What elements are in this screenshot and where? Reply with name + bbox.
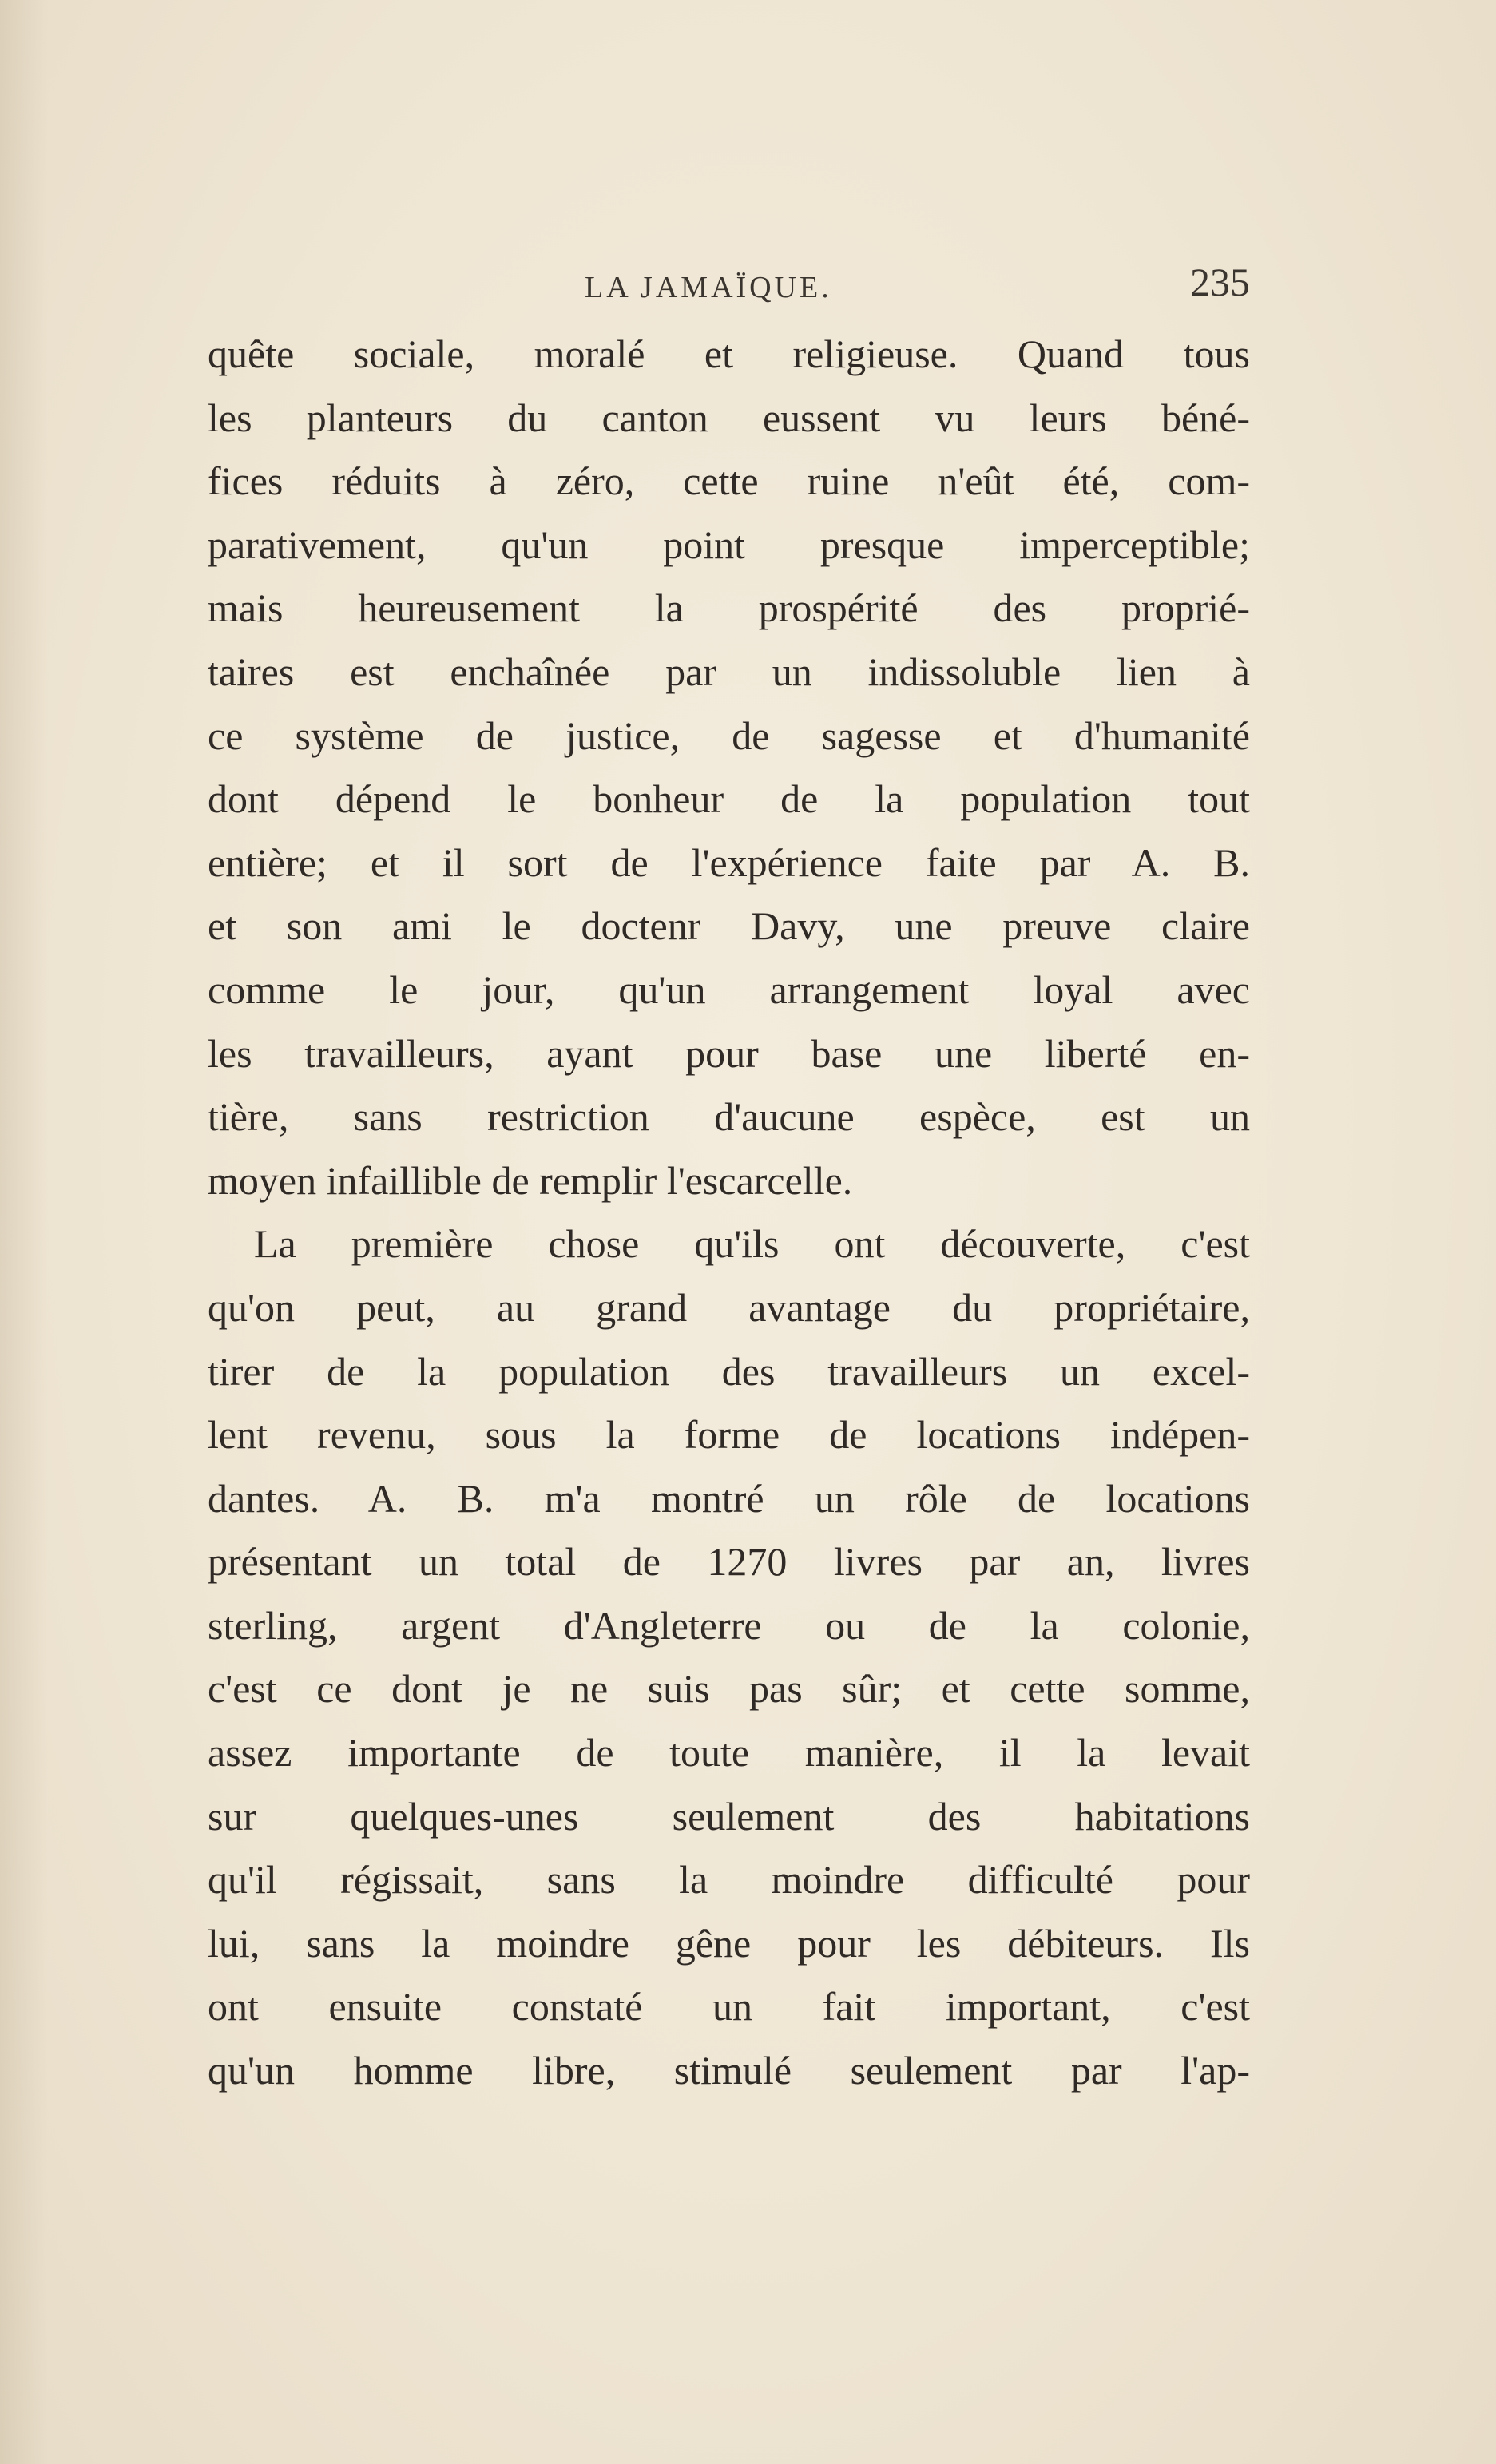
text-line: c'est ce dont je ne suis pas sûr; et cette somme, (208, 1666, 1250, 1712)
gutter-shadow (0, 0, 48, 2464)
text-line: sterling, argent d'Angleterre ou de la colonie, (208, 1602, 1250, 1648)
text-line: assez importante de toute manière, il la levait (208, 1730, 1250, 1776)
text-line: La première chose qu'ils ont découverte, c'est (254, 1221, 1250, 1267)
body-text (208, 323, 1250, 2103)
text-line: lent revenu, sous la forme de locations indépen- (208, 1412, 1250, 1458)
text-line: tière, sans restriction d'aucune espèce, est un (208, 1094, 1250, 1140)
text-line: moyen infaillible de remplir l'escarcelle. (208, 1157, 853, 1203)
running-head: LA JAMAÏQUE. (585, 271, 832, 304)
page-number: 235 (1190, 260, 1250, 304)
text-line: fices réduits à zéro, cette ruine n'eût été, com- (208, 458, 1250, 504)
text-line: dantes. A. B. m'a montré un rôle de locations (208, 1475, 1250, 1521)
text-line: qu'il régissait, sans la moindre difficulté pour (208, 1857, 1250, 1903)
text-line: ont ensuite constaté un fait important, c'est (208, 1984, 1250, 2030)
text-line: qu'un homme libre, stimulé seulement par l'ap- (208, 2048, 1250, 2093)
text-line: lui, sans la moindre gêne pour les débiteurs. Ils (208, 1920, 1250, 1966)
text-line: tirer de la population des travailleurs un excel- (208, 1348, 1250, 1394)
text-line: et son ami le doctenr Davy, une preuve claire (208, 903, 1250, 949)
text-line: dont dépend le bonheur de la population tout (208, 776, 1250, 822)
text-line: sur quelques-unes seulement des habitations (208, 1793, 1250, 1839)
text-line: mais heureusement la prospérité des proprié- (208, 585, 1250, 631)
text-line: ce système de justice, de sagesse et d'humanité (208, 712, 1250, 758)
text-line: entière; et il sort de l'expérience faite par A. B. (208, 839, 1250, 885)
text-line: taires est enchaînée par un indissoluble lien à (208, 649, 1250, 694)
text-line: les planteurs du canton eussent vu leurs béné- (208, 395, 1250, 440)
text-line: les travailleurs, ayant pour base une liberté en- (208, 1030, 1250, 1076)
text-line: qu'on peut, au grand avantage du propriétaire, (208, 1284, 1250, 1330)
text-line: comme le jour, qu'un arrangement loyal avec (208, 966, 1250, 1012)
page-header (208, 254, 1250, 318)
text-line: parativement, qu'un point presque imperceptible; (208, 522, 1250, 567)
text-line: présentant un total de 1270 livres par an, livres (208, 1539, 1250, 1585)
text-line: quête sociale, moralé et religieuse. Quand tous (208, 331, 1250, 376)
